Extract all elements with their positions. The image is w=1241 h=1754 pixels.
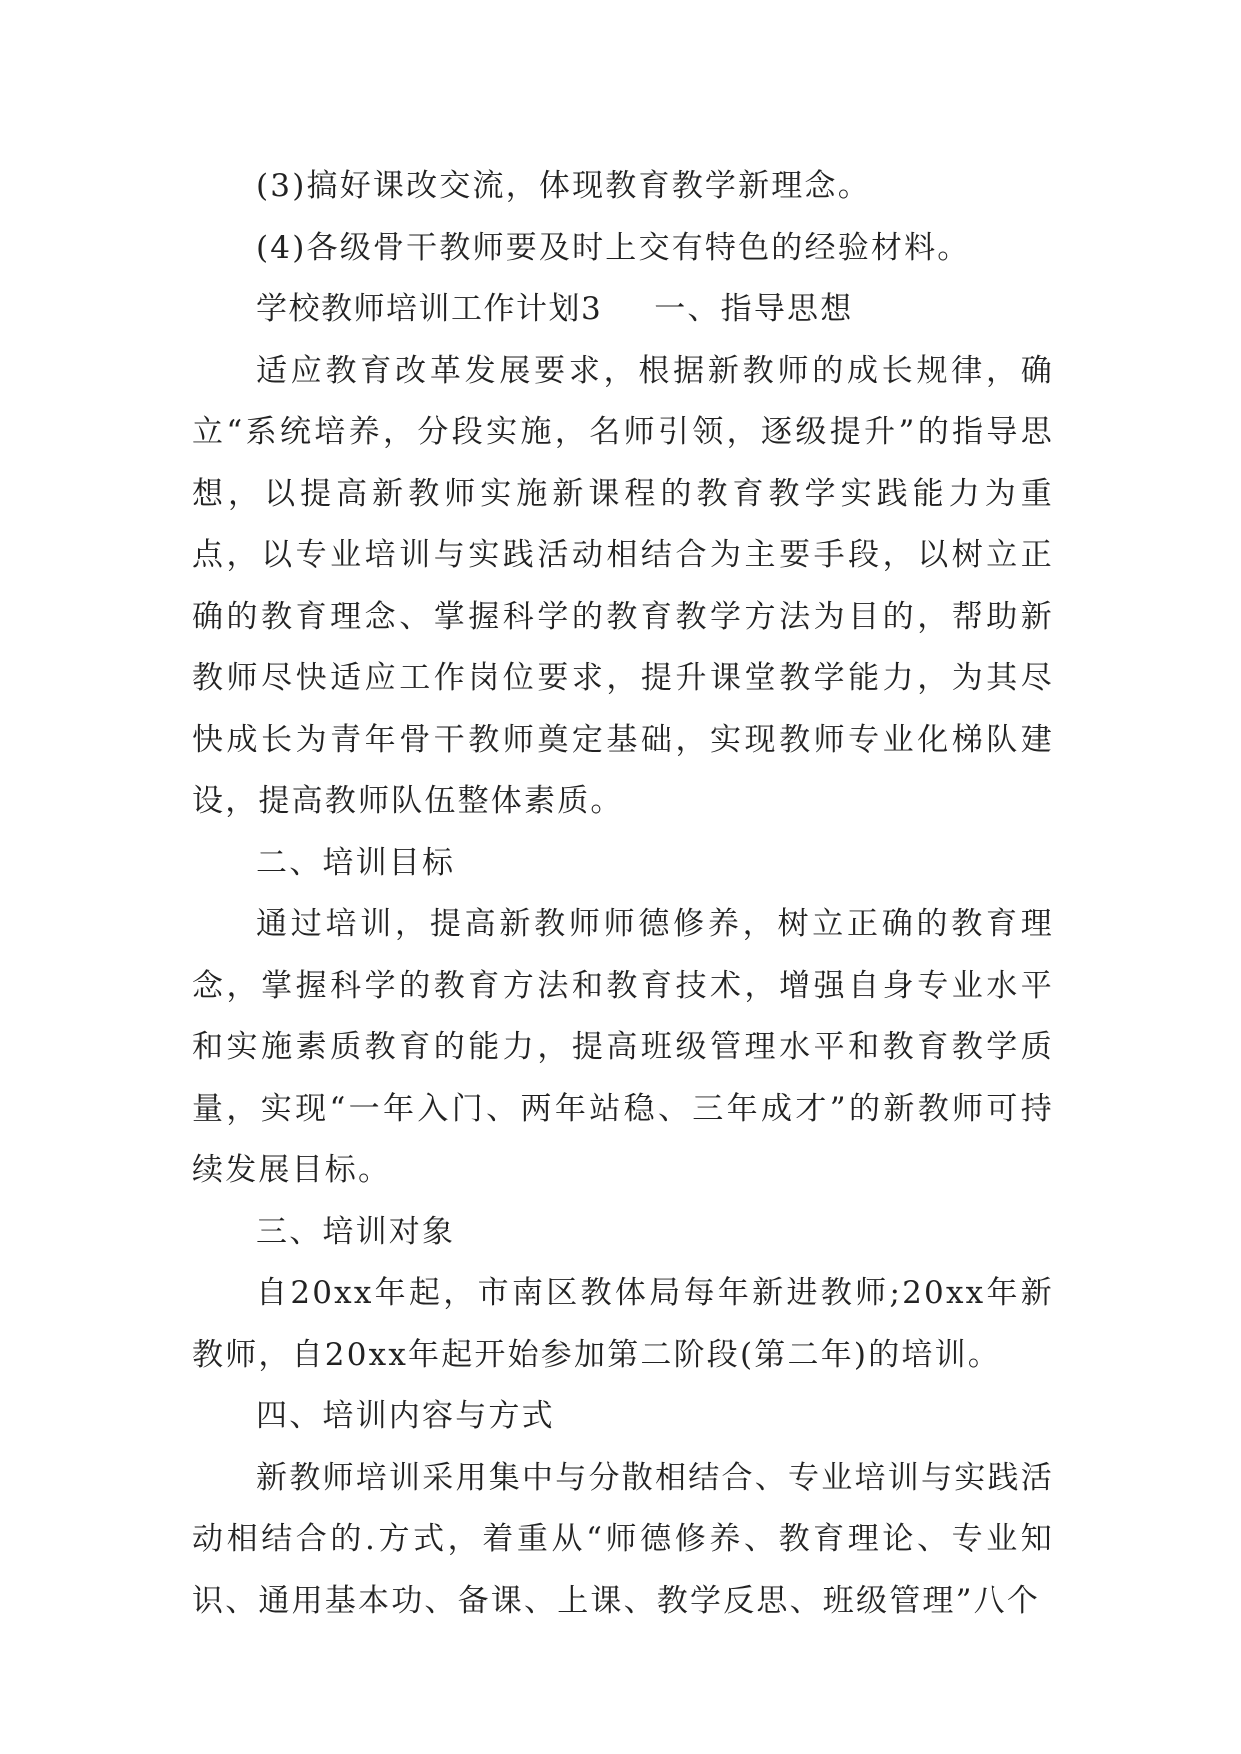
section-2-heading: 二、培训目标 — [256, 844, 456, 881]
plan-title-line — [192, 279, 1054, 341]
section-4-paragraph: 新教师培训采用集中与分散相结合、专业培训与实践活动相结合的.方式，着重从“师德修养、教育理论、专业知识、通用基本功、备课、上课、教学反思、班级管理”八个 — [192, 1459, 1054, 1619]
list-item-4: (4)各级骨干教师要及时上交有特色的经验材料。 — [256, 229, 971, 266]
plan-title: 学校教师培训工作计划3 — [256, 291, 603, 327]
document-body — [192, 156, 1054, 1632]
section-4-heading: 四、培训内容与方式 — [256, 1398, 555, 1434]
list-item-3: (3)搞好课改交流，体现教育教学新理念。 — [256, 168, 871, 204]
section-3-heading: 三、培训对象 — [256, 1213, 456, 1250]
section-1-paragraph: 适应教育改革发展要求，根据新教师的成长规律，确立“系统培养，分段实施，名师引领，逐级提升”的指导思想，以提高新教师实施新课程的教育教学实践能力为重点，以专业培训与实践活动相结合为主要手段，以树立正确的教育理念、掌握科学的教育教学方法为目的，帮助新教师尽快适应工作岗位要求，提升课堂教学能力，为其尽快成长为青年骨干教师奠定基础，实现教师专业化梯队建设，提高教师队伍整体素质。 — [192, 352, 1054, 819]
section-3-paragraph: 自20xx年起，市南区教体局每年新进教师;20xx年新教师，自20xx年起开始参加第二阶段(第二年)的培训。 — [192, 1275, 1054, 1373]
section-2-paragraph: 通过培训，提高新教师师德修养，树立正确的教育理念，掌握科学的教育方法和教育技术，增强自身专业水平和实施素质教育的能力，提高班级管理水平和教育教学质量，实现“一年入门、两年站稳、三年成才”的新教师可持续发展目标。 — [192, 906, 1054, 1188]
section-1-heading: 一、指导思想 — [654, 291, 854, 327]
